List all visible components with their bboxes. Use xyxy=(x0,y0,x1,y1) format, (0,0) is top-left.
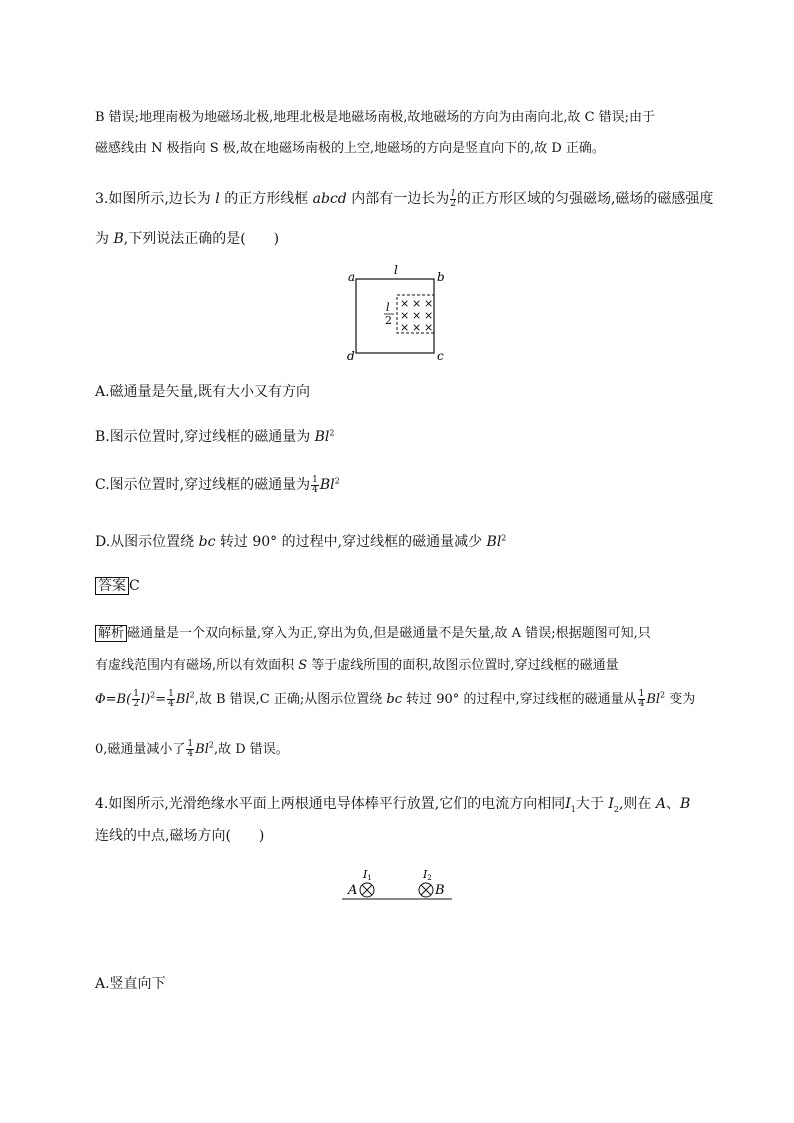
cross: × xyxy=(424,321,434,334)
cross: × xyxy=(412,321,422,334)
label-b: b xyxy=(437,270,445,284)
label-half-den: 2 xyxy=(385,314,392,327)
cross: × xyxy=(400,309,410,322)
q3-stem-line-2: 为 B,下列说法正确的是( ) xyxy=(95,231,280,247)
q3-option-b: B.图示位置时,穿过线框的磁通量为 Bl$^2$ xyxy=(95,428,335,445)
label-A: A xyxy=(348,883,358,898)
label-B: B xyxy=(435,883,445,898)
label-l: l xyxy=(394,263,398,277)
q3-analysis-line-4: 0,磁通量减小了 $\frac{1}{4}$ Bl$^2$,故 D 错误。 xyxy=(95,739,289,759)
outer-square-frame xyxy=(356,279,434,353)
analysis-label: 解析 xyxy=(95,625,127,642)
q3-analysis-line-1: 解析 磁通量是一个双向标量,穿入为正,穿出为负,但是磁通量不是矢量,故 A 错误;根据题图可知,只 xyxy=(95,622,651,641)
prev-answer-line-1: B 错误;地理南极为地磁场北极,地理北极是地磁场南极,故地磁场的方向为由南向北,故 C 错误;由于 xyxy=(95,110,656,125)
answer-label: 答案 xyxy=(95,577,129,595)
label-d: d xyxy=(347,349,355,363)
q3-stem-line-1: 3.如图所示,边长为 l 的正方形线框 abcd 内部有一边长为 $\frac{l}{2}$ 的正方形区域的匀强磁场,磁场的磁感强度 xyxy=(95,188,714,209)
q4-stem-line-1: 4.如图所示,光滑绝缘水平面上两根通电导体棒平行放置,它们的电流方向相同$I_1$大于 $I_2$,则在 A、B xyxy=(95,796,691,814)
label-I2: I2 xyxy=(423,868,432,882)
prev-answer-line-2: 磁感线由 N 极指向 S 极,故在地磁场南极的上空,地磁场的方向是竖直向下的,故 D 正确。 xyxy=(95,141,605,156)
cross: × xyxy=(424,309,434,322)
label-c: c xyxy=(437,349,444,363)
cross: × xyxy=(424,297,434,310)
cross: × xyxy=(412,309,422,322)
cross: × xyxy=(412,297,422,310)
q4-stem-line-2: 连线的中点,磁场方向( ) xyxy=(95,828,265,844)
q3-answer xyxy=(95,575,140,595)
answer-value: C xyxy=(129,578,140,594)
label-I1: I1 xyxy=(363,868,372,882)
q4-figure xyxy=(340,864,455,904)
label-a: a xyxy=(348,270,356,284)
label-half-num: l xyxy=(386,301,390,314)
field-crosses xyxy=(400,297,433,334)
cross: × xyxy=(400,297,410,310)
q3-option-d: D.从图示位置绕 bc 转过 90° 的过程中,穿过线框的磁通量减少 Bl$^2$ xyxy=(95,533,507,550)
q3-option-a: A.磁通量是矢量,既有大小又有方向 xyxy=(95,384,311,400)
q4-option-a: A.竖直向下 xyxy=(95,976,166,992)
q3-analysis-line-2: 有虚线范围内有磁场,所以有效面积 S 等于虚线所围的面积,故图示位置时,穿过线框的磁通量 xyxy=(95,658,619,673)
q3-figure xyxy=(340,262,460,362)
q3-analysis-line-3: Φ=B( $\frac{1}{2}$ l)$^2$= $\frac{1}{4}$ Bl$^2$,故 B 错误,C 正确;从图示位置绕 bc 转过 90° 的过程中,穿过线框的磁通量从 $\frac{1}{4}$ Bl$^2$ 变为 xyxy=(95,689,696,709)
q3-option-c: C.图示位置时,穿过线框的磁通量为 $\frac{1}{4}$ Bl$^2$ xyxy=(95,474,340,495)
cross: × xyxy=(400,321,410,334)
